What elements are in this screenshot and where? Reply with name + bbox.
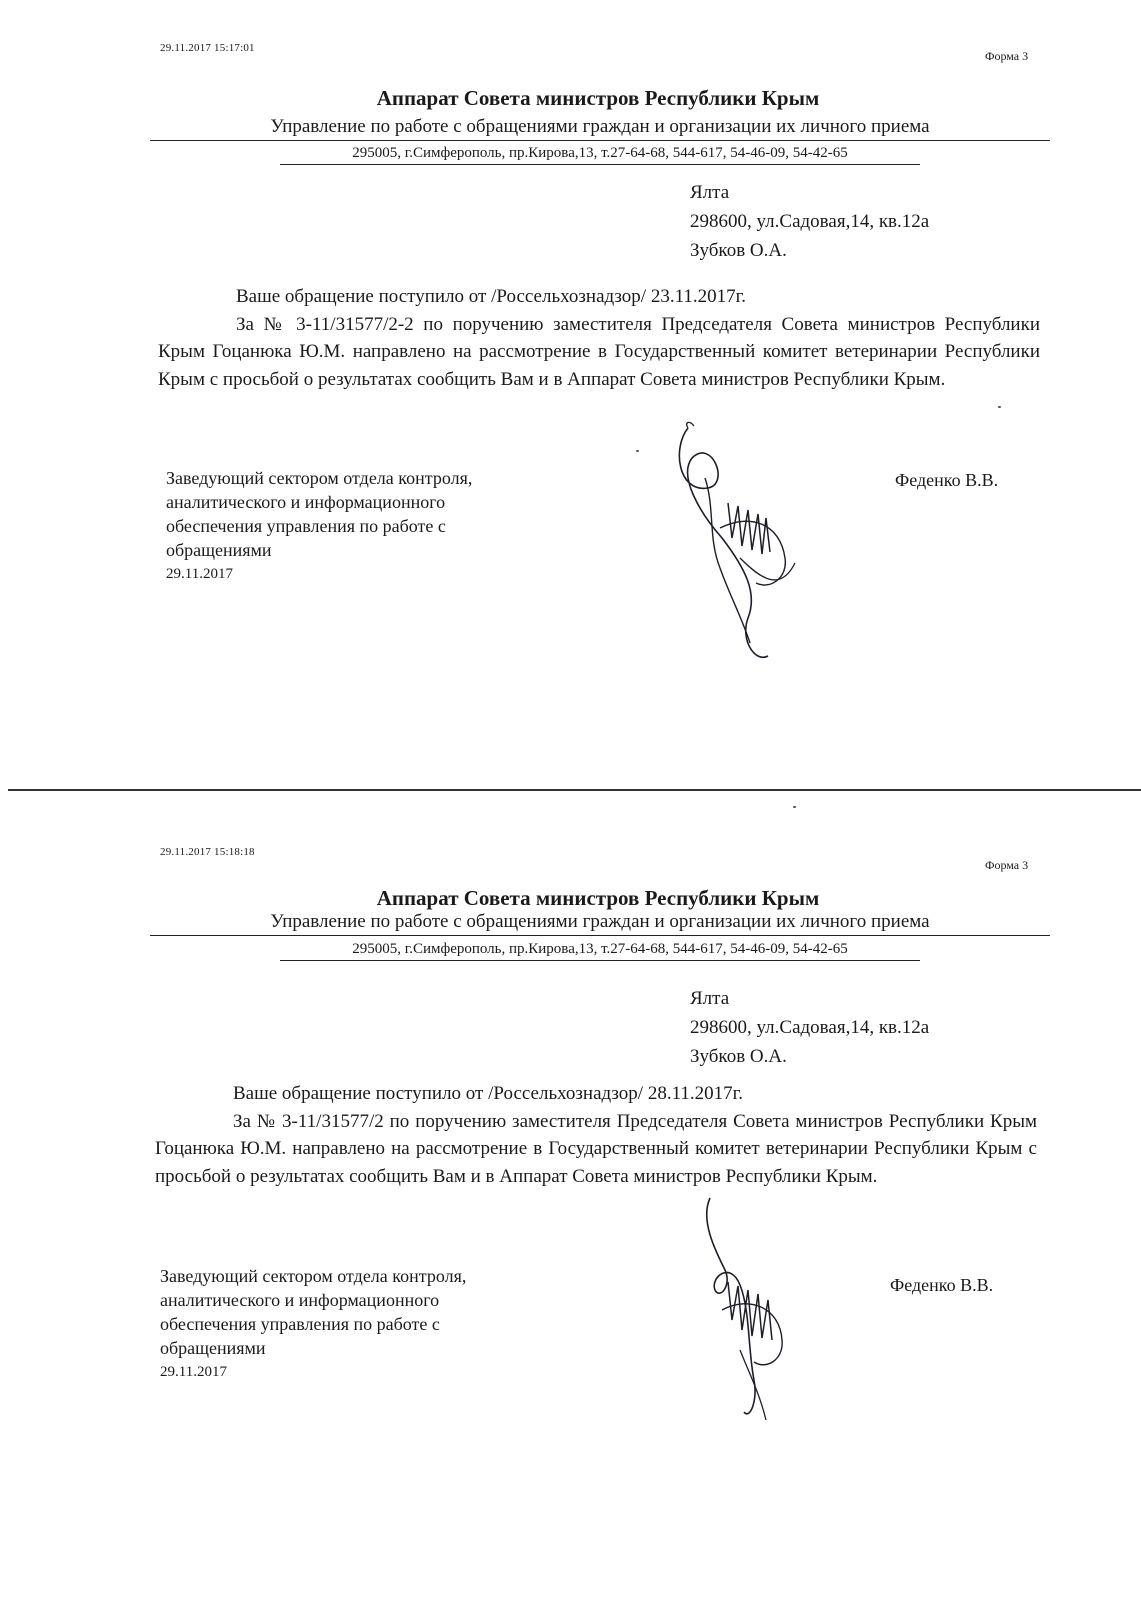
signer-position-line: обеспечения управления по работе с [166, 516, 446, 536]
signer-position-line: обращениями [166, 540, 272, 560]
form-label: Форма 3 [985, 49, 1029, 63]
page-separator [8, 789, 1141, 791]
letter-body [155, 1080, 1037, 1190]
handwritten-signature [670, 1190, 800, 1425]
signer-name: Феденко В.В. [895, 470, 999, 490]
organization-title: Аппарат Совета министров Республики Крым [376, 86, 820, 110]
print-timestamp: 29.11.2017 15:18:18 [160, 846, 255, 858]
signer-position-line: обращениями [160, 1338, 266, 1358]
referral-paragraph: За № 3-11/31577/2 по поручению заместителя Председателя Совета министров Республики Крым Гоцанюка Ю.М. направлено на рассмотрение в Государственный комитет ветеринарии Республики Крым с просьбой о результатах сообщить Вам и в Аппарат Совета министров Республики Крым. [155, 1110, 1037, 1187]
receipt-paragraph: Ваше обращение поступило от /Россельхознадзор/ 28.11.2017г. [233, 1083, 744, 1104]
referral-paragraph: За № 3-11/31577/2-2 по поручению заместителя Председателя Совета министров Республики Крым Гоцанюка Ю.М. направлено на рассмотрение в Государственный комитет ветеринарии Республики Крым с просьбой о результатах сообщить Вам и в Аппарат Совета министров Республики Крым. [158, 313, 1040, 390]
scan-speck [793, 806, 796, 808]
address-line: 295005, г.Симферополь, пр.Кирова,13, т.27-64-68, 544-617, 54-46-09, 54-42-65 [280, 941, 920, 961]
signing-date: 29.11.2017 [160, 1364, 227, 1380]
recipient-city: Ялта [690, 182, 730, 203]
scan-speck [998, 406, 1001, 408]
recipient-name: Зубков О.А. [690, 1046, 787, 1067]
handwritten-signature [660, 418, 810, 663]
recipient-name: Зубков О.А. [690, 240, 787, 261]
letter-body [158, 283, 1040, 393]
scan-speck [636, 450, 639, 452]
signer-position-line: аналитического и информационного [166, 492, 446, 512]
letter-2 [0, 800, 1141, 1600]
recipient-street: 298600, ул.Садовая,14, кв.12а [690, 1017, 930, 1038]
signing-date: 29.11.2017 [166, 566, 233, 582]
department-line: Управление по работе с обращениями граждан и организации их личного приема [150, 911, 1050, 936]
receipt-paragraph: Ваше обращение поступило от /Россельхознадзор/ 23.11.2017г. [236, 286, 747, 307]
signer-position [166, 466, 472, 586]
signer-position-line: Заведующий сектором отдела контроля, [160, 1266, 467, 1286]
signer-position-line: обеспечения управления по работе с [160, 1314, 440, 1334]
form-label: Форма 3 [985, 858, 1029, 872]
recipient-block [690, 178, 929, 265]
department-line: Управление по работе с обращениями граждан и организации их личного приема [150, 116, 1050, 141]
signer-name: Феденко В.В. [890, 1275, 994, 1295]
recipient-block [690, 984, 929, 1071]
signer-position-line: Заведующий сектором отдела контроля, [166, 468, 473, 488]
recipient-city: Ялта [690, 988, 730, 1009]
print-timestamp: 29.11.2017 15:17:01 [160, 42, 255, 54]
organization-title: Аппарат Совета министров Республики Крым [376, 886, 820, 910]
signer-position [160, 1264, 466, 1384]
recipient-street: 298600, ул.Садовая,14, кв.12а [690, 211, 930, 232]
address-line: 295005, г.Симферополь, пр.Кирова,13, т.27-64-68, 544-617, 54-46-09, 54-42-65 [280, 145, 920, 165]
signer-position-line: аналитического и информационного [160, 1290, 440, 1310]
